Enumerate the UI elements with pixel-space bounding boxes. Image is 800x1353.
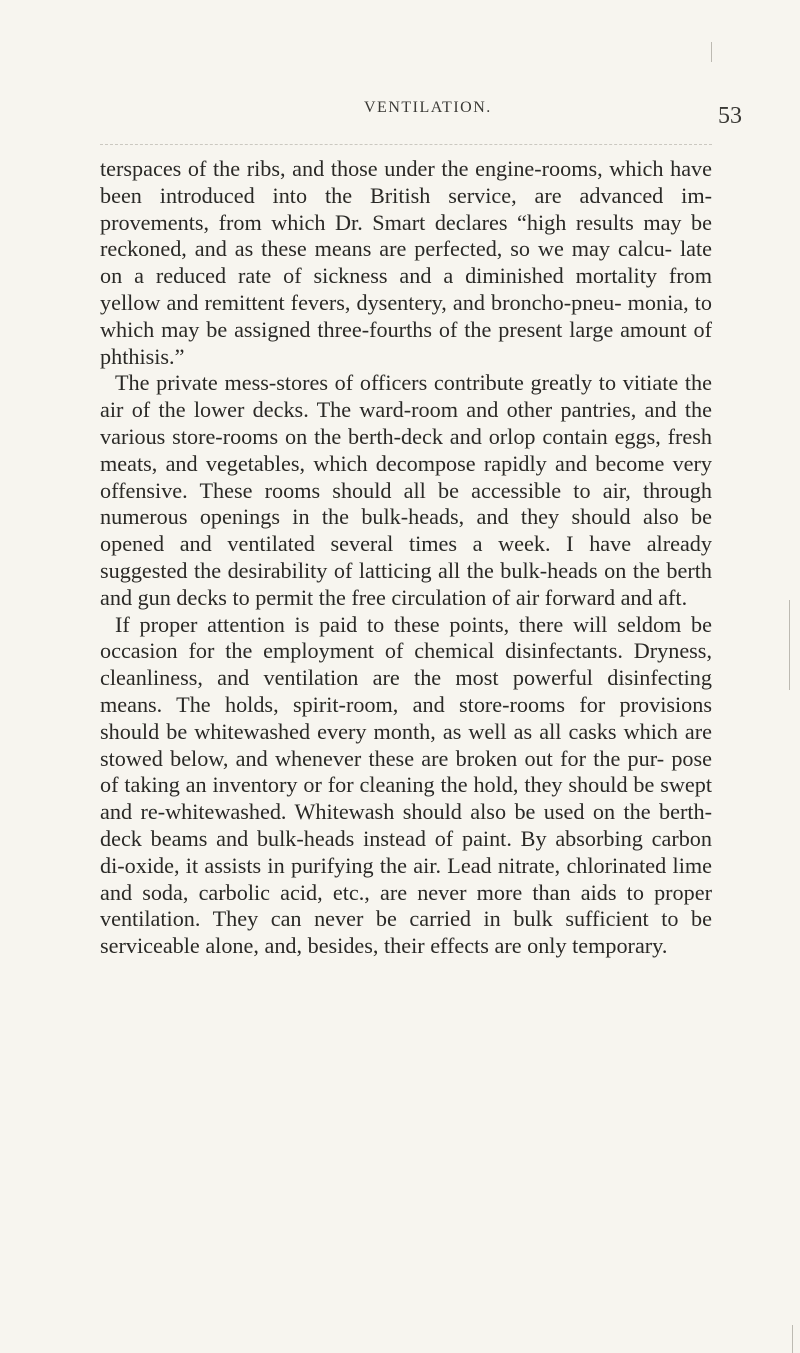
page-number: 53 <box>718 103 742 129</box>
paragraph-3: If proper attention is paid to these points, there will seldom be occasion for the employment of chemical disinfectants. Dryness, cleanliness, and ventilation are the most powerful disinfecting means. The holds, spirit-room, and store-rooms for provisions should be whitewashed every month, as well as all casks which are stowed below, and whenever these are broken out for the pur- pose of taking an inventory or for cleaning the hold, they should be swept and re-whitewashed. Whitewash should also be used on the berth-deck beams and bulk-heads instead of paint. By absorbing carbon di-oxide, it assists in purifying the air. Lead nitrate, chlorinated lime and soda, carbolic acid, etc., are never more than aids to proper ventilation. They can never be carried in bulk sufficient to be serviceable alone, and, besides, their effects are only temporary. <box>100 611 712 959</box>
paragraph-1: terspaces of the ribs, and those under the engine-rooms, which have been introduced into the British service, are advanced im- provements, from which Dr. Smart declares “high results may be reckoned, and as these means are perfected, so we may calcu- late on a reduced rate of sickness and a diminished mortality from yellow and remittent fevers, dysentery, and broncho-pneu- monia, to which may be assigned three-fourths of the present large amount of phthisis.” <box>100 156 712 369</box>
header-rule <box>100 144 712 145</box>
running-head <box>0 99 800 139</box>
running-title: VENTILATION. <box>364 99 492 116</box>
page-edge-mark-bottom <box>792 1325 793 1353</box>
body-text <box>100 156 712 960</box>
page-edge-mark-top <box>711 42 712 62</box>
paragraph-2: The private mess-stores of officers contribute greatly to vitiate the air of the lower decks. The ward-room and other pantries, and the various store-rooms on the berth-deck and orlop contain eggs, fresh meats, and vegetables, which decompose rapidly and become very offensive. These rooms should all be accessible to air, through numerous openings in the bulk-heads, and they should also be opened and ventilated several times a week. I have already suggested the desirability of latticing all the bulk-heads on the berth and gun decks to permit the free circulation of air forward and aft. <box>100 370 712 610</box>
page-edge-mark-mid <box>789 600 790 690</box>
